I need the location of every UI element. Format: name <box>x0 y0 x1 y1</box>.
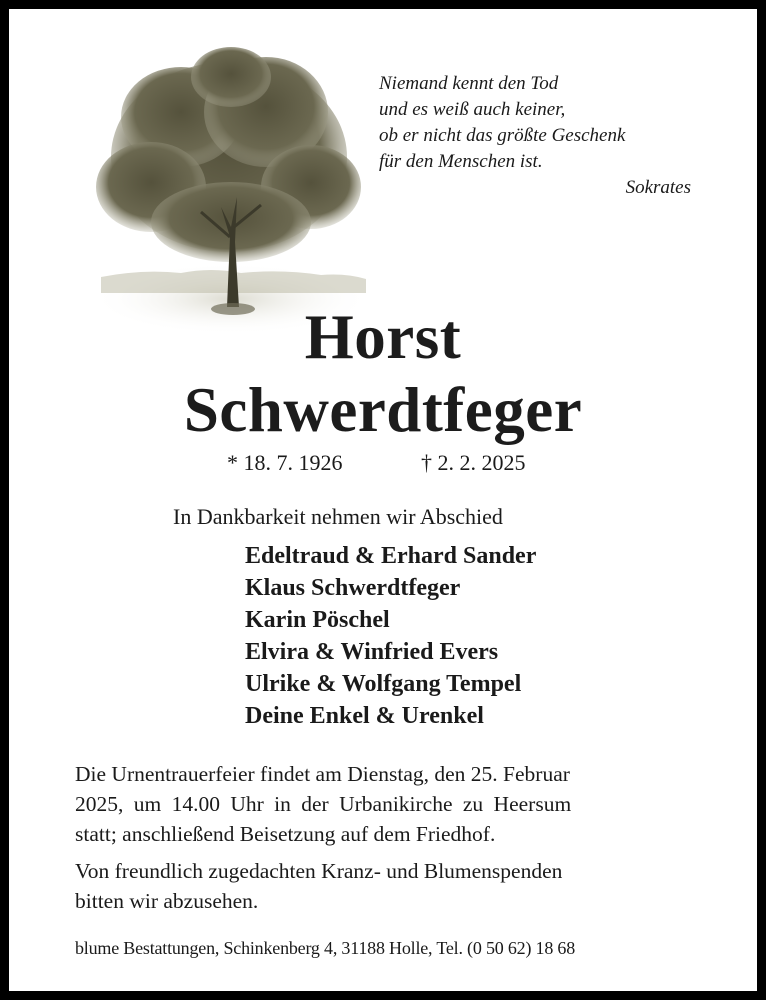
deceased-last-name: Schwerdtfeger <box>183 375 583 445</box>
donations-line: bitten wir abzusehen. <box>75 889 259 913</box>
death-date: † 2. 2. 2025 <box>421 450 526 475</box>
quote-line: und es weiß auch keiner, <box>379 99 566 120</box>
birth-date: * 18. 7. 1926 <box>227 450 343 475</box>
donations-note <box>75 856 689 916</box>
funeral-home-footer: blume Bestattungen, Schinkenberg 4, 31188 Holle, Tel. (0 50 62) 18 68 <box>75 938 576 958</box>
donations-line: Von freundlich zugedachten Kranz- und Blumenspenden <box>75 859 563 883</box>
quote-author: Sokrates <box>625 177 691 198</box>
service-line: 2025, um 14.00 Uhr in der Urbanikirche zu Heersum <box>75 792 572 816</box>
service-line: Die Urnentrauerfeier findet am Dienstag, den 25. Februar <box>75 762 570 786</box>
quote-line: Niemand kennt den Tod <box>379 73 559 94</box>
quote-block <box>379 71 691 201</box>
farewell-intro: In Dankbarkeit nehmen wir Abschied <box>173 504 503 529</box>
mourner-name: Edeltraud & Erhard Sander <box>245 543 537 569</box>
service-announcement <box>75 759 689 849</box>
quote-line: für den Menschen ist. <box>379 151 543 172</box>
mourner-name: Klaus Schwerdtfeger <box>245 575 461 601</box>
mourner-name: Elvira & Winfried Evers <box>245 639 499 665</box>
mourners-list <box>245 540 536 732</box>
mourner-name: Karin Pöschel <box>245 607 390 633</box>
mourner-name: Deine Enkel & Urenkel <box>245 703 484 729</box>
obituary-card <box>9 9 757 991</box>
quote-line: ob er nicht das größte Geschenk <box>379 125 626 146</box>
deceased-first-name: Horst <box>304 302 462 372</box>
service-line: statt; anschließend Beisetzung auf dem Friedhof. <box>75 822 496 846</box>
mourner-name: Ulrike & Wolfgang Tempel <box>245 671 522 697</box>
